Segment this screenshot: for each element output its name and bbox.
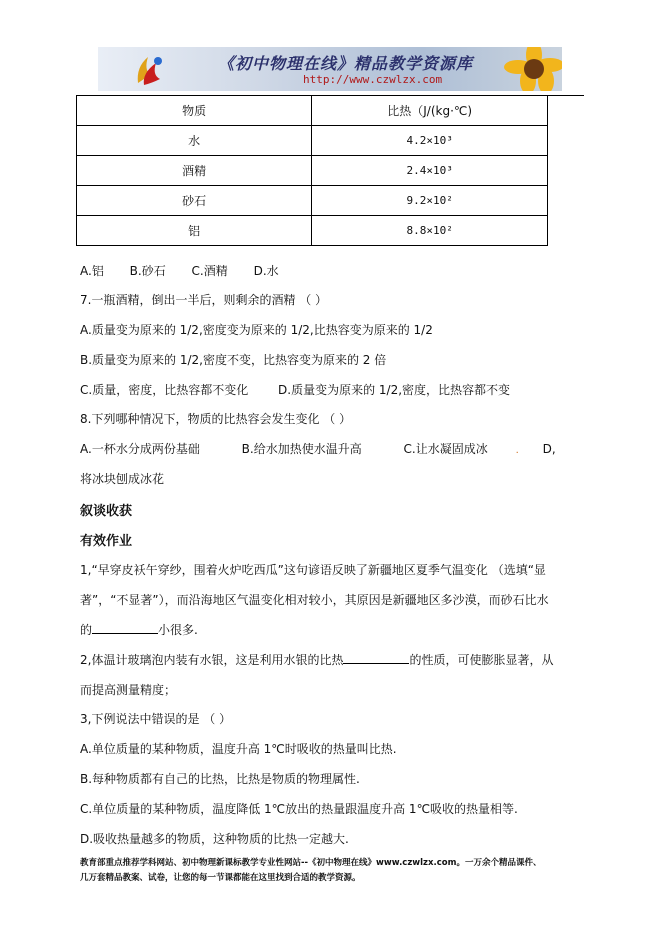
q7-stem: 7.一瓶酒精，倒出一半后，则剩余的酒精 （ ） — [80, 293, 328, 307]
specific-heat-table — [76, 95, 548, 246]
hw2-line1 — [80, 651, 553, 668]
hw3-option-d: D.吸收热量越多的物质，这种物质的比热一定越大. — [80, 832, 349, 846]
hw1-line3-suffix: 小很多. — [158, 623, 198, 637]
table-cell: 酒精 — [77, 156, 312, 186]
hw1-line3-prefix: 的 — [80, 623, 93, 637]
q7-options-cd — [80, 381, 510, 398]
hw1-line3 — [80, 621, 198, 638]
hw2-line1-prefix: 2,体温计玻璃泡内装有水银，这是利用水银的比热 — [80, 653, 344, 667]
q8-option-c: C.让水凝固成冰 — [403, 442, 488, 456]
hw3-option-c: C.单位质量的某种物质，温度降低 1℃放出的热量跟温度升高 1℃吸收的热量相等. — [80, 802, 518, 816]
hw3-stem: 3,下例说法中错误的是 （ ） — [80, 712, 232, 726]
q8-options — [80, 440, 556, 457]
table-cell: 8.8×10² — [312, 216, 548, 246]
header-banner — [98, 47, 562, 91]
table-row — [77, 156, 548, 186]
banner-url[interactable]: http://www.czwlzx.com — [303, 73, 443, 86]
stray-dot: . — [515, 445, 519, 456]
q7-option-c: C.质量，密度，比热容都不变化 — [80, 383, 249, 397]
table-cell: 水 — [77, 126, 312, 156]
q7-option-d: D.质量变为原来的 1/2,密度，比热容都不变 — [278, 383, 511, 397]
q6-options — [80, 262, 279, 279]
section-heading-summary: 叙谈收获 — [80, 504, 133, 519]
table-cell: 9.2×10² — [312, 186, 548, 216]
q8-stem: 8.下列哪种情况下，物质的比热容会发生变化 （ ） — [80, 412, 352, 426]
section-heading-homework: 有效作业 — [80, 534, 133, 549]
table-cell: 2.4×10³ — [312, 156, 548, 186]
answer-blank[interactable] — [343, 651, 409, 664]
hw3-option-a: A.单位质量的某种物质，温度升高 1℃时吸收的热量叫比热. — [80, 742, 397, 756]
table-row — [77, 216, 548, 246]
footer-line2: 几万套精品教案、试卷，让您的每一节课都能在这里找到合适的教学资源。 — [80, 873, 361, 883]
site-logo-icon — [134, 53, 166, 87]
q6-option-c: C.酒精 — [191, 264, 228, 278]
answer-blank[interactable] — [92, 621, 158, 634]
q7-option-a: A.质量变为原来的 1/2,密度变为原来的 1/2,比热容变为原来的 1/2 — [80, 323, 433, 337]
q8-option-d: D, — [542, 442, 556, 456]
table-header-cell: 比热（J/(kg·℃) — [312, 96, 548, 126]
banner-title: 《初中物理在线》精品教学资源库 — [218, 54, 474, 73]
q8-option-b: B.给水加热使水温升高 — [241, 442, 362, 456]
table-cell: 4.2×10³ — [312, 126, 548, 156]
hw1-line1: 1,“早穿皮袄午穿纱，围着火炉吃西瓜”这句谚语反映了新疆地区夏季气温变化 （选填“显 — [80, 563, 546, 577]
footer-line1: 教育部重点推荐学科网站、初中物理新课标教学专业性网站--《初中物理在线》www.czwlzx.com。一万余个精品课件、 — [80, 858, 542, 868]
q7-option-b: B.质量变为原来的 1/2,密度不变，比热容变为原来的 2 倍 — [80, 353, 387, 367]
sunflower-icon — [484, 47, 562, 91]
q6-option-d: D.水 — [253, 264, 279, 278]
q8-option-a: A.一杯水分成两份基础 — [80, 442, 200, 456]
table-cell: 砂石 — [77, 186, 312, 216]
q8-option-d-continued: 将冰块刨成冰花 — [80, 472, 165, 486]
table-row — [77, 186, 548, 216]
hw2-line2: 而提高测量精度； — [80, 683, 177, 697]
q6-option-b: B.砂石 — [129, 264, 166, 278]
table-header-cell: 物质 — [77, 96, 312, 126]
hw3-option-b: B.每种物质都有自己的比热，比热是物质的物理属性. — [80, 772, 360, 786]
table-cell: 铝 — [77, 216, 312, 246]
hw2-line1-suffix: 的性质，可使膨胀显著，从 — [409, 653, 554, 667]
table-header-row — [77, 96, 548, 126]
hw1-line2: 著”，“不显著”），而沿海地区气温变化相对较小，其原因是新疆地区多沙漠，而砂石比水 — [80, 593, 549, 607]
table-row — [77, 126, 548, 156]
q6-option-a: A.铝 — [80, 264, 104, 278]
